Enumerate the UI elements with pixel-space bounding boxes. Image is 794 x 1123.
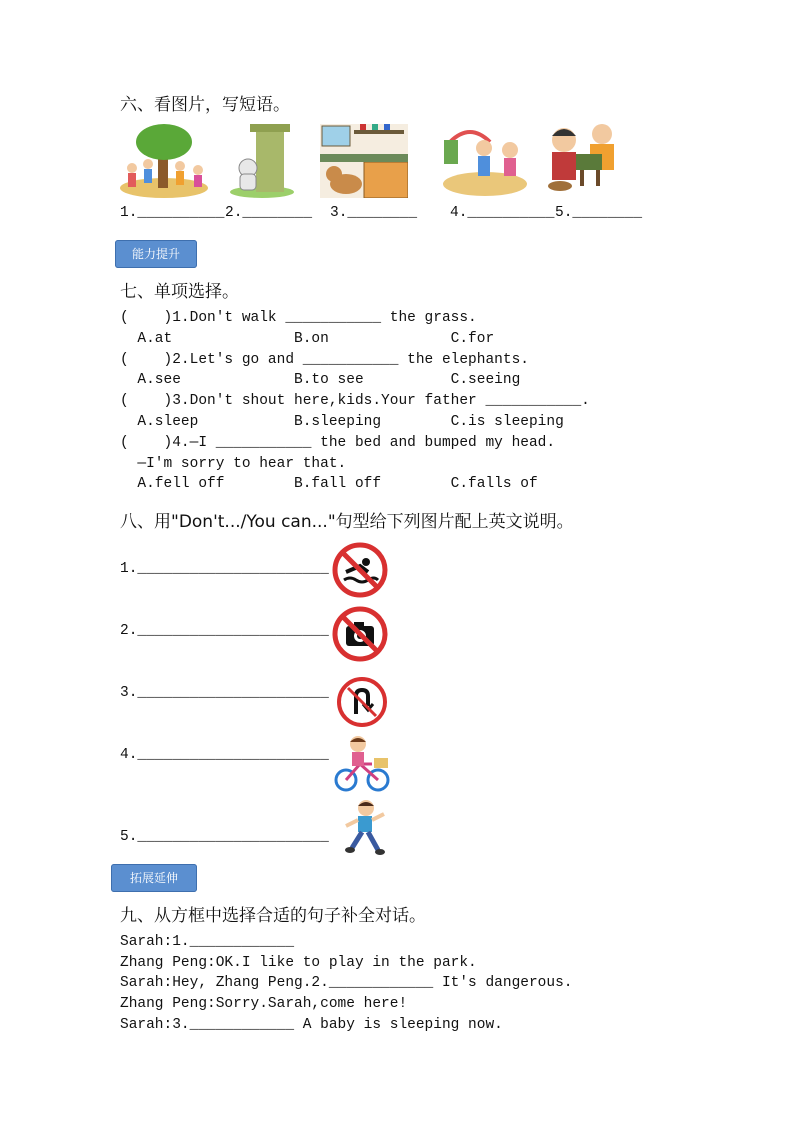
- girl-riding-bike-picture: [332, 734, 392, 794]
- dialogue-line-1: Sarah:1.____________: [120, 934, 295, 950]
- question-3: ( )3.Don't shout here,kids.Your father ___________.: [120, 393, 590, 409]
- picture-3-blank[interactable]: 3.________: [330, 205, 418, 221]
- question-1: ( )1.Don't walk ___________ the grass.: [120, 310, 477, 326]
- chess-players-picture: [546, 120, 620, 192]
- picture-4-blank[interactable]: 4.__________: [450, 205, 555, 221]
- turn-around-sign-icon: [336, 676, 388, 728]
- dialogue-line-3: Sarah:Hey, Zhang Peng.2.____________ It's dangerous.: [120, 975, 573, 991]
- section-9-heading: 九、从方框中选择合适的句子补全对话。: [120, 906, 426, 926]
- picture-1-blank[interactable]: 1.__________: [120, 205, 225, 221]
- boy-running-picture: [336, 798, 392, 858]
- children-under-tree-picture: [118, 122, 210, 198]
- question-4-reply: —I'm sorry to hear that.: [120, 456, 347, 472]
- sign-2-blank[interactable]: 2.______________________: [120, 623, 329, 639]
- question-1-options: A.at B.on C.for: [120, 331, 495, 347]
- question-4-options: A.fell off B.fall off C.falls of: [120, 476, 538, 492]
- question-2: ( )2.Let's go and ___________ the elephants.: [120, 352, 529, 368]
- extension-badge: 拓展延伸: [111, 864, 197, 892]
- question-4: ( )4.—I ___________ the bed and bumped my head.: [120, 435, 556, 451]
- children-on-path-picture: [440, 122, 530, 198]
- sign-4-blank[interactable]: 4.______________________: [120, 747, 329, 763]
- dialogue-line-2: Zhang Peng:OK.I like to play in the park.: [120, 955, 477, 971]
- cat-behind-tree-picture: [228, 122, 296, 198]
- picture-2-blank[interactable]: 2.________: [225, 205, 313, 221]
- section-7-heading: 七、单项选择。: [120, 282, 239, 302]
- dog-in-kitchen-picture: [320, 124, 408, 198]
- sign-1-blank[interactable]: 1.______________________: [120, 561, 329, 577]
- no-swimming-sign-icon: [332, 542, 388, 598]
- sign-5-blank[interactable]: 5.______________________: [120, 829, 329, 845]
- ability-improvement-badge: 能力提升: [115, 240, 197, 268]
- picture-5-blank[interactable]: 5.________: [555, 205, 643, 221]
- section-6-heading: 六、看图片，写短语。: [120, 95, 290, 115]
- dialogue-line-5: Sarah:3.____________ A baby is sleeping now.: [120, 1017, 503, 1033]
- question-2-options: A.see B.to see C.seeing: [120, 372, 521, 388]
- dialogue-line-4: Zhang Peng:Sorry.Sarah,come here!: [120, 996, 408, 1012]
- question-3-options: A.sleep B.sleeping C.is sleeping: [120, 414, 564, 430]
- sign-3-blank[interactable]: 3.______________________: [120, 685, 329, 701]
- section-8-heading: 八、用"Don't.../You can..."句型给下列图片配上英文说明。: [120, 512, 574, 532]
- no-photography-sign-icon: [332, 606, 388, 662]
